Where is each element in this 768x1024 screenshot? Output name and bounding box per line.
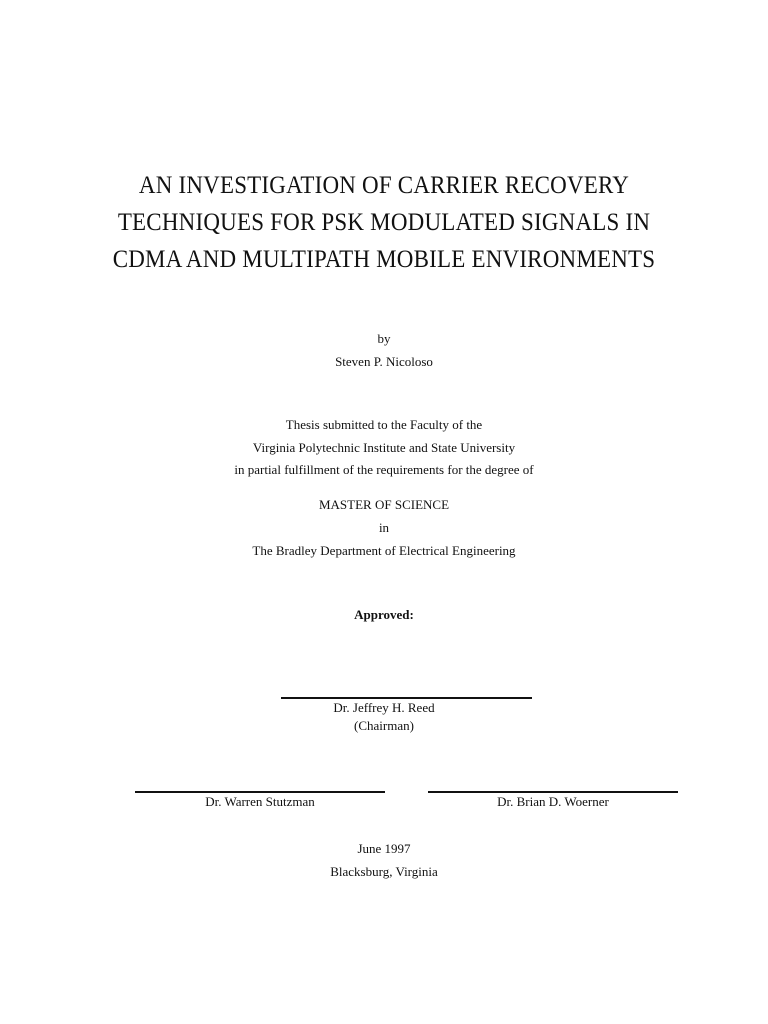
member-left-name: Dr. Warren Stutzman <box>205 794 315 809</box>
title-line-2: TECHNIQUES FOR PSK MODULATED SIGNALS IN <box>117 207 651 236</box>
submission-date: June 1997 <box>357 841 411 856</box>
title-line-1: AN INVESTIGATION OF CARRIER RECOVERY <box>138 170 630 199</box>
submission-line-1: Thesis submitted to the Faculty of the <box>285 417 483 432</box>
chairman-role: (Chairman) <box>354 718 414 733</box>
chairman-name: Dr. Jeffrey H. Reed <box>333 700 435 715</box>
by-label: by <box>377 331 391 346</box>
submission-line-2: Virginia Polytechnic Institute and State University <box>252 440 516 455</box>
title-line-3: CDMA AND MULTIPATH MOBILE ENVIRONMENTS <box>112 244 656 273</box>
member-right-name: Dr. Brian D. Woerner <box>497 794 609 809</box>
author-name: Steven P. Nicoloso <box>335 354 433 369</box>
member-right-signature-line <box>428 791 678 793</box>
member-left-signature-line <box>135 791 385 793</box>
approved-label: Approved: <box>354 607 414 622</box>
degree-name: MASTER OF SCIENCE <box>318 497 450 512</box>
department-name: The Bradley Department of Electrical Engineering <box>252 543 516 558</box>
degree-in: in <box>378 520 390 535</box>
submission-place: Blacksburg, Virginia <box>330 864 438 879</box>
submission-line-3: in partial fulfillment of the requirements for the degree of <box>234 462 534 477</box>
chairman-signature-line <box>281 697 532 699</box>
